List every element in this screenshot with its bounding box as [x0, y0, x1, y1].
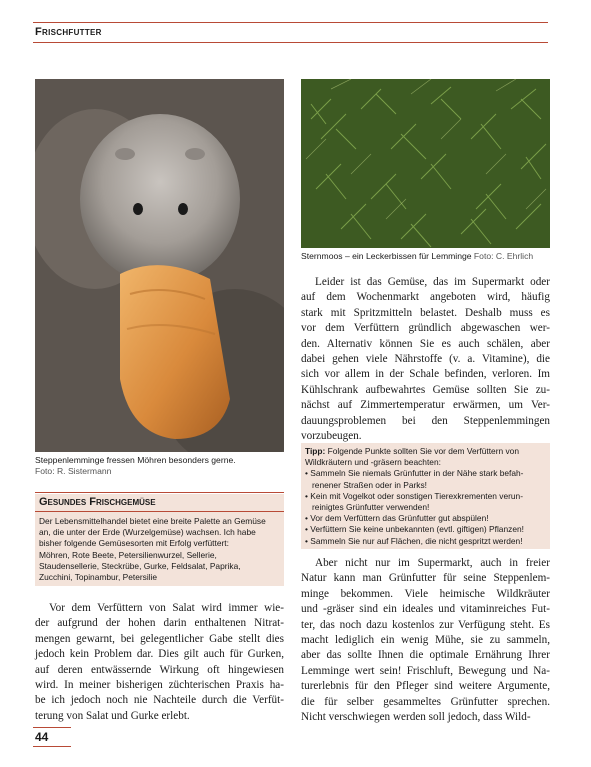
- line: dabei gehen viele Nährstoffe (v. a. Vitamine), die: [301, 353, 550, 366]
- line: dauungsproblemen bei den Steppenlemmingen: [301, 414, 550, 427]
- tipp-line: • Sammeln Sie niemals Grünfutter in der Nähe stark befah-: [305, 468, 524, 479]
- lemming-caption-text: Steppenlemminge fressen Möhren besonders gerne.: [35, 455, 236, 465]
- moss-photo-art: [301, 79, 550, 248]
- section-title-text: Frischfutter: [35, 26, 102, 38]
- frisch-box-title: [35, 494, 284, 512]
- tipp-label: Tipp:: [305, 446, 326, 456]
- tipp-line: Wildkräutern und -gräsern beachten:: [305, 457, 441, 468]
- frisch-line: an, die unter der Erde (Wurzelgemüse) wachsen. Ich habe: [39, 527, 256, 538]
- line: minge bekommen. Viele heimische Wildkräuter: [301, 587, 550, 600]
- frisch-line: Zucchini, Topinambur, Petersilie: [39, 572, 158, 583]
- line: jedoch kein Problem dar. Dies gilt auch für Gurken,: [35, 648, 284, 661]
- line: sich vor allem in der Schale befinden, verloren. Im: [301, 368, 550, 381]
- line: terung von Salat und Gurke erlebt.: [35, 709, 190, 722]
- line: Vor dem Verfüttern von Salat wird immer wie-: [49, 602, 284, 614]
- line: stark mit Spritzmitteln belastet. Deshalb muss es: [301, 306, 550, 319]
- moss-caption-text: Sternmoos – ein Leckerbissen für Lemminge: [301, 251, 472, 261]
- frisch-line: bisher folgende Gemüsesorten mit Erfolg verfüttert:: [39, 538, 229, 549]
- tipp-box-text: [305, 446, 548, 547]
- frisch-box-rule-top: [35, 492, 284, 493]
- page-number-rule-bottom: [33, 746, 71, 747]
- line: nächst auf Zimmertemperatur erwärmen, um Ver-: [301, 399, 550, 412]
- body-left-bottom-paragraph: [35, 601, 284, 724]
- lemming-caption-credit: Foto: R. Sistermann: [35, 466, 112, 476]
- line: vorzubeugen.: [301, 430, 362, 443]
- line: die für selber gesammeltes Grünfutter sprechen.: [301, 695, 550, 708]
- line: ter, das noch dazu kostenlos zur Verfügung steht. Es: [301, 618, 550, 631]
- line: Lemminge wert sein! Frischluft, Bewegung und Na-: [301, 664, 550, 677]
- frisch-line: Staudensellerie, Steckrübe, Gurke, Feldsalat, Paprika,: [39, 560, 241, 571]
- tipp-line: [305, 446, 548, 457]
- tipp-line: reinigtes Grünfutter verwenden!: [312, 502, 430, 513]
- line: Aber nicht nur im Supermarkt, auch in freier: [315, 557, 550, 569]
- tipp-line-text: Folgende Punkte sollten Sie vor dem Verfüttern von: [327, 446, 519, 456]
- lemming-photo: [35, 79, 284, 452]
- frisch-box-rule-title: [35, 511, 284, 512]
- body-right-bottom: [301, 556, 550, 725]
- frisch-box-text: [39, 516, 282, 583]
- tipp-line: • Sammeln Sie nur auf Flächen, die nicht gespritzt werden!: [305, 535, 523, 546]
- frisch-line: Der Lebensmittelhandel bietet eine breite Palette an Gemüse: [39, 516, 266, 526]
- line: auf dem Wochenmarkt angeboten wird, häufig: [301, 291, 550, 304]
- body-right-top-paragraph: [301, 275, 550, 444]
- moss-photo: [301, 79, 550, 248]
- line: aber das sollte Ihnen die optimale Ernährung Ihrer: [301, 649, 550, 662]
- tipp-line: • Kein mit Vogelkot oder sonstigen Tierexkrementen verun-: [305, 490, 524, 501]
- line: vor dem Verfüttern gründlich abgewaschen wer-: [301, 322, 550, 335]
- line: den. Alternativ können Sie es auch schälen, aber: [301, 337, 550, 350]
- page-number: 44: [35, 730, 49, 744]
- section-title: [35, 26, 102, 38]
- tipp-line: • Verfüttern Sie keine unbekannten (evtl. giftigen) Pflanzen!: [305, 524, 524, 535]
- line: Leider ist das Gemüse, das im Supermarkt oder: [315, 276, 550, 288]
- line: turerlebnis für den Pfleger sind weitere Argumente,: [301, 680, 550, 693]
- line: Kühlschrank aufbewahrtes Gemüse sollten Sie zu-: [301, 383, 550, 396]
- line: Natur kann man Grünfutter für seine Steppenlem-: [301, 572, 550, 585]
- body-left-bottom: [35, 601, 284, 724]
- header-rule-top: [33, 22, 548, 23]
- lemming-photo-art: [35, 79, 284, 452]
- line: und -gräser sind ein ideales und vitaminreiches Fut-: [301, 603, 550, 616]
- tipp-line: renener Straßen oder in Parks!: [312, 479, 427, 490]
- body-right-top: [301, 275, 550, 444]
- moss-photo-caption: [301, 251, 550, 262]
- line: be ich jedoch noch nie Nachteile durch die Verfüt-: [35, 694, 284, 707]
- line: auf deren entwässernde Wirkung oft hingewiesen: [35, 663, 284, 676]
- lemming-photo-caption: [35, 455, 284, 477]
- line: mengen gewarnt, bei gelegentlicher Gabe stellt dies: [35, 632, 284, 645]
- line: macht lediglich ein wenig Mühe, sie zu sammeln,: [301, 634, 550, 647]
- tipp-line: • Vor dem Verfüttern das Grünfutter gut abspülen!: [305, 513, 489, 524]
- moss-caption-credit: Foto: C. Ehrlich: [473, 251, 534, 261]
- header-rule-bottom: [33, 42, 548, 43]
- frisch-line: Möhren, Rote Beete, Petersilienwurzel, Sellerie,: [39, 549, 217, 560]
- page-number-rule-top: [33, 727, 71, 728]
- line: der aufgrund der hohen darin enthaltenen Nitrat-: [35, 617, 284, 630]
- line: wird. In meiner bisherigen züchterischen Praxis ha-: [35, 679, 284, 692]
- body-right-bottom-paragraph: [301, 556, 550, 725]
- line: Nicht verschwiegen werden soll jedoch, dass Wild-: [301, 711, 531, 724]
- frisch-box-title-text: Gesundes Frischgemüse: [39, 496, 156, 508]
